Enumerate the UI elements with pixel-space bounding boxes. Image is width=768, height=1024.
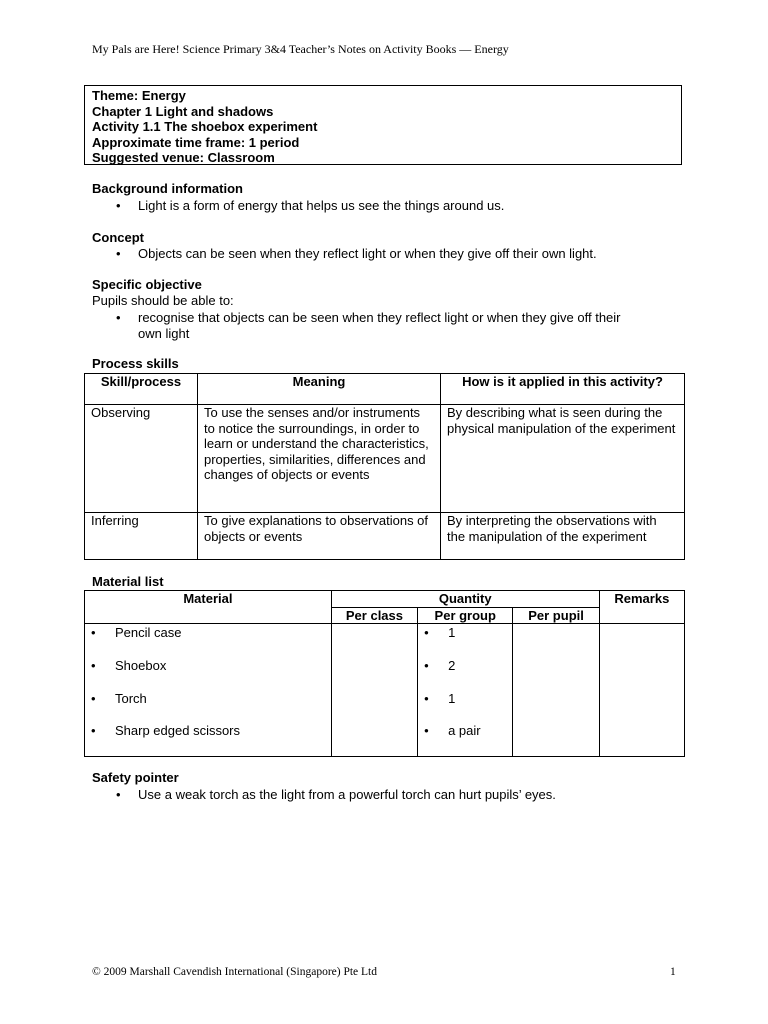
table-row	[85, 405, 685, 513]
time-frame-line: Approximate time frame: 1 period	[92, 134, 300, 150]
venue-line: Suggested venue: Classroom	[92, 150, 275, 165]
material-list-table	[84, 590, 685, 757]
objective-heading: Specific objective	[92, 277, 202, 292]
bullet-icon: •	[424, 691, 429, 706]
bullet-icon: •	[424, 625, 429, 640]
bullet-icon: •	[91, 658, 96, 673]
bullet-icon: •	[424, 723, 429, 738]
skill-cell: Inferring	[85, 513, 198, 560]
col-per-group: Per group	[418, 607, 513, 624]
per-class-cell	[331, 624, 417, 757]
applied-cell: By interpreting the observations with the manipulation of the experiment	[441, 513, 685, 560]
activity-line: Activity 1.1 The shoebox experiment	[92, 119, 318, 134]
copyright-footer: © 2009 Marshall Cavendish International (Singapore) Pte Ltd	[92, 966, 377, 978]
table-row	[85, 513, 685, 560]
col-applied: How is it applied in this activity?	[441, 374, 685, 405]
remarks-cell	[599, 624, 684, 757]
table-header-row	[85, 591, 685, 608]
table-row	[85, 624, 685, 757]
bullet-icon: •	[424, 658, 429, 673]
bullet-icon: •	[91, 691, 96, 706]
theme-line: Theme: Energy	[92, 88, 186, 103]
process-skills-heading: Process skills	[92, 356, 179, 371]
col-meaning: Meaning	[198, 374, 441, 405]
table-header-row	[85, 374, 685, 405]
applied-cell: By describing what is seen during the physical manipulation of the experiment	[441, 405, 685, 513]
bullet-icon: •	[116, 198, 121, 213]
material-cell: • Pencil case • Shoebox • Torch • Sharp edged scissors	[85, 624, 332, 757]
page-number: 1	[670, 966, 676, 978]
concept-heading: Concept	[92, 230, 144, 245]
col-per-pupil: Per pupil	[513, 607, 599, 624]
col-skill: Skill/process	[85, 374, 198, 405]
chapter-line: Chapter 1 Light and shadows	[92, 103, 274, 119]
theme-box	[84, 85, 682, 165]
meaning-cell: To give explanations to observations of objects or events	[198, 513, 441, 560]
objective-intro: Pupils should be able to:	[92, 293, 234, 308]
col-quantity: Quantity	[331, 591, 599, 608]
running-header: My Pals are Here! Science Primary 3&4 Teacher’s Notes on Activity Books — Energy	[92, 42, 509, 56]
per-group-cell: • 1 • 2 • 1 • a pair	[418, 624, 513, 757]
bullet-icon: •	[91, 625, 96, 640]
col-material: Material	[85, 591, 332, 624]
bullet-icon: •	[91, 723, 96, 738]
safety-heading: Safety pointer	[92, 770, 179, 785]
col-remarks: Remarks	[599, 591, 684, 624]
col-per-class: Per class	[331, 607, 417, 624]
meaning-cell: To use the senses and/or instruments to notice the surroundings, in order to learn or understand the characteristics, properties, similarities, differences and changes of objects or events	[198, 405, 441, 513]
material-list-heading: Material list	[92, 574, 164, 589]
skill-cell: Observing	[85, 405, 198, 513]
bullet-icon: •	[116, 787, 121, 802]
bullet-icon: •	[116, 246, 121, 261]
bullet-icon: •	[116, 310, 121, 325]
per-pupil-cell	[513, 624, 599, 757]
process-skills-table	[84, 373, 685, 560]
background-heading: Background information	[92, 181, 243, 196]
